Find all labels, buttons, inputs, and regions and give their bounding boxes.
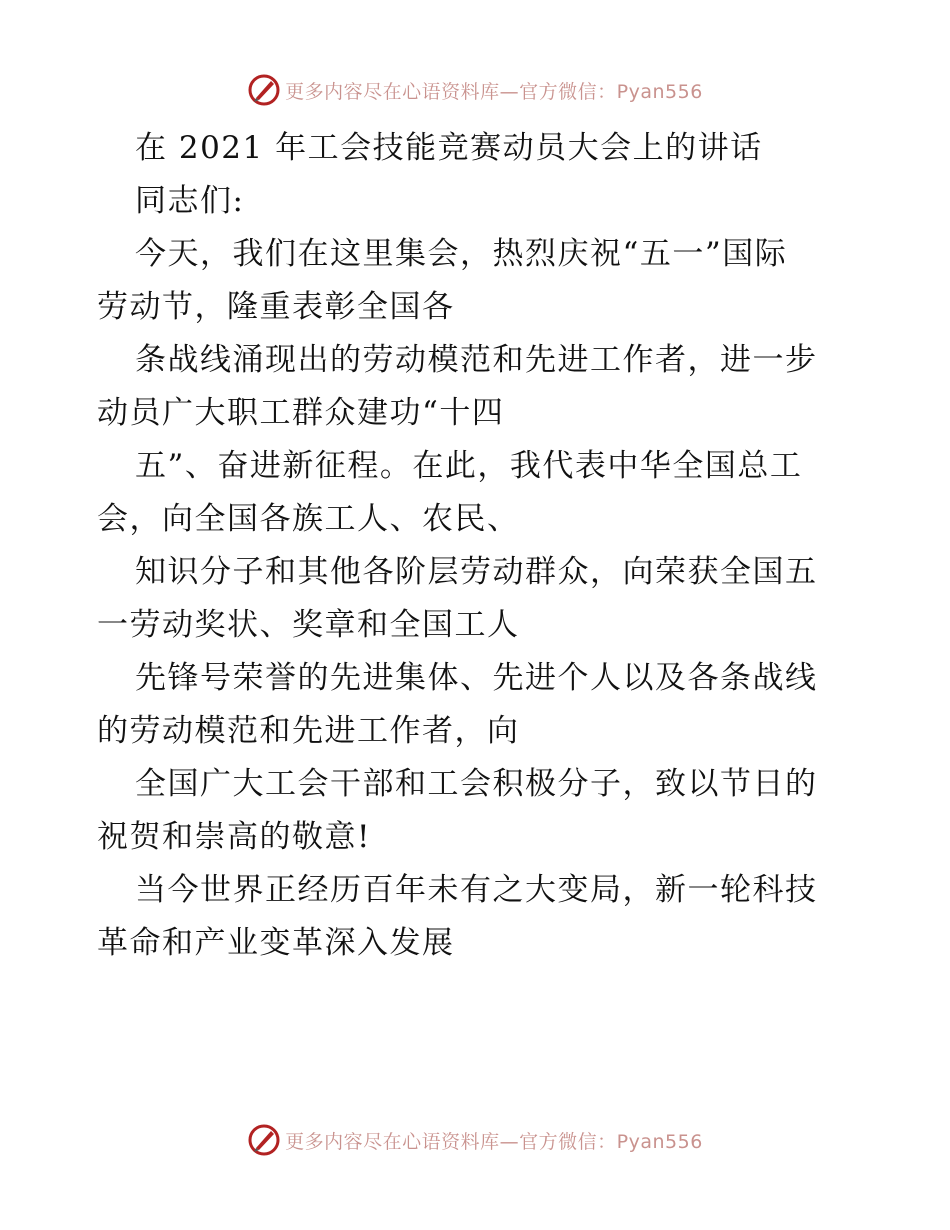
quill-pen-logo-icon <box>247 1123 281 1157</box>
speech-document <box>97 122 857 970</box>
watermark-text: 更多内容尽在心语资料库—官方微信：Pyan556 <box>285 80 703 103</box>
watermark-text: 更多内容尽在心语资料库—官方微信：Pyan556 <box>285 1130 703 1153</box>
document-line: 五”、奋进新征程。在此，我代表中华全国总工 <box>135 448 803 484</box>
document-line: 动员广大职工群众建功“十四 <box>97 395 505 431</box>
document-line: 会，向全国各族工人、农民、 <box>97 501 520 537</box>
document-line: 当今世界正经历百年未有之大变局，新一轮科技 <box>135 872 818 908</box>
document-line: 条战线涌现出的劳动模范和先进工作者，进一步 <box>135 342 818 378</box>
header-watermark-banner <box>0 70 950 110</box>
document-line: 今天，我们在这里集会，热烈庆祝“五一”国际 <box>135 236 788 272</box>
document-line: 先锋号荣誉的先进集体、先进个人以及各条战线 <box>135 660 818 696</box>
document-line: 一劳动奖状、奖章和全国工人 <box>97 607 520 643</box>
document-line: 全国广大工会干部和工会积极分子，致以节日的 <box>135 766 818 802</box>
document-line: 在 2021 年工会技能竞赛动员大会上的讲话 <box>135 130 763 166</box>
document-line: 同志们: <box>135 183 245 219</box>
document-line: 知识分子和其他各阶层劳动群众，向荣获全国五 <box>135 554 818 590</box>
quill-pen-logo-icon <box>247 73 281 107</box>
document-line: 的劳动模范和先进工作者，向 <box>97 713 520 749</box>
footer-watermark-banner <box>0 1120 950 1160</box>
document-line: 革命和产业变革深入发展 <box>97 925 455 961</box>
document-line: 祝贺和崇高的敬意! <box>97 819 371 855</box>
document-line: 劳动节，隆重表彰全国各 <box>97 289 455 325</box>
